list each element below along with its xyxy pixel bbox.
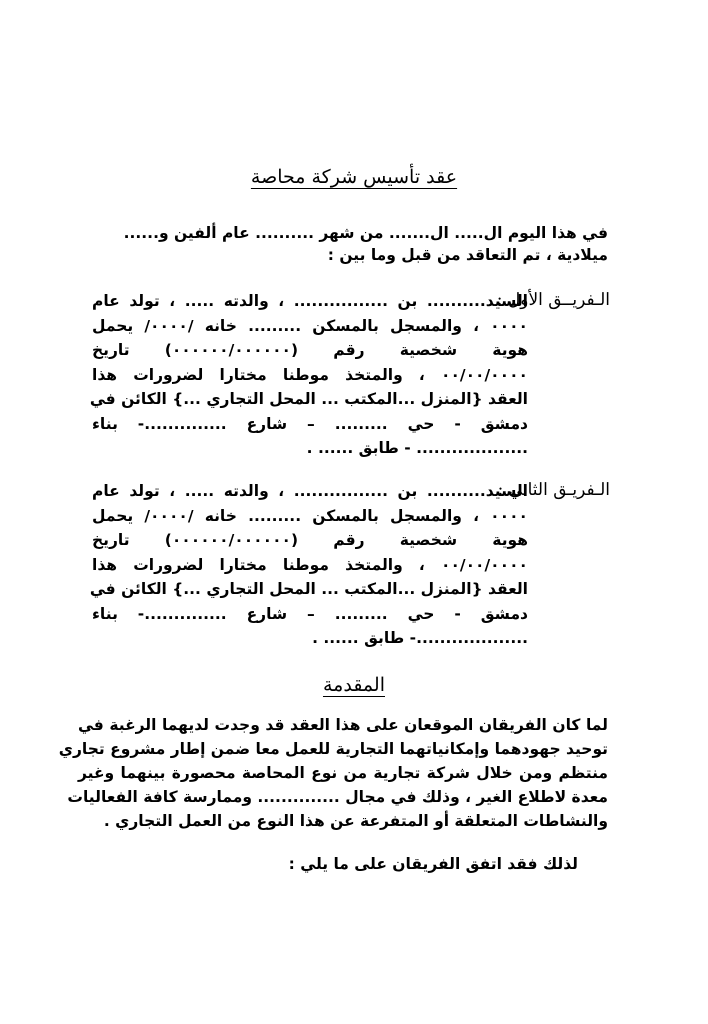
party-1-label: الـفريــق الأول : <box>496 290 610 310</box>
closing-line: لذلك فقد اتفق الفريقان على ما يلي : <box>288 855 578 873</box>
preamble-line: لما كان الفريقان الموقعان على هذا العقد قد وجدت لديهما الرغبة في <box>78 716 608 734</box>
document-title: عقد تأسيس شركة محاصة <box>250 166 458 188</box>
party-2-line: ٠٠/٠٠/٠٠٠٠ ، والمتخذ موطنا مختارا لضرورات هذا <box>92 555 528 574</box>
party-2-line: هوية شخصية رقم (٠٠٠٠٠٠/٠٠٠٠٠٠) تاريخ <box>92 531 528 549</box>
preamble-line: توحيد جهودهما وإمكانياتهما التجارية للعمل معا ضمن إطار مشروع تجاري <box>58 740 608 758</box>
party-2-label: الـفريـق الثاني : <box>497 480 610 500</box>
preamble-paragraph <box>58 714 608 834</box>
party-2-line: ...................- طابق ...... . <box>312 629 528 647</box>
party-1-line: هوية شخصية رقم (٠٠٠٠٠٠/٠٠٠٠٠٠) تاريخ <box>92 341 528 359</box>
party-2-line: السيد.......... بن ................ ، والدته ..... ، تولد عام <box>92 482 528 500</box>
preamble-heading: المقدمة <box>322 674 385 696</box>
party-1-line: ٠٠٠٠ ، والمسجل بالمسكن ......... خانه /٠٠٠٠/ يحمل <box>92 316 528 335</box>
party-1-line: ٠٠/٠٠/٠٠٠٠ ، والمتخذ موطنا مختارا لضرورات هذا <box>92 365 528 384</box>
party-2-line: دمشق - حي ......... – شارع ..............- بناء <box>92 604 528 623</box>
party-1-line: السيد.......... بن ................ ، والدته ..... ، تولد عام <box>92 292 528 310</box>
intro-line-2: ميلادية ، تم التعاقد من قبل وما بين : <box>327 246 608 264</box>
preamble-line: والنشاطات المتعلقة أو المتفرعة عن هذا النوع من العمل التجاري . <box>103 812 608 830</box>
party-1-line: ................... - طابق ...... . <box>306 439 528 457</box>
party-2-details <box>89 480 528 652</box>
party-2-line: العقد {المنزل ...المكتب ... المحل التجاري ...} الكائن في <box>89 580 528 598</box>
party-1-details <box>89 290 528 462</box>
party-2-line: ٠٠٠٠ ، والمسجل بالمسكن ......... خانه /٠٠٠٠/ يحمل <box>92 506 528 525</box>
intro-line-1: في هذا اليوم ال..... ال....... من شهر .......... عام ألفين و...... <box>123 224 608 242</box>
party-1-line: العقد {المنزل ...المكتب ... المحل التجاري ...} الكائن في <box>89 390 528 408</box>
preamble-line: منتظم ومن خلال شركة تجارية من نوع المحاصة محصورة بينهما وغير <box>78 764 608 782</box>
preamble-line: معدة لاطلاع الغير ، وذلك في مجال .............. وممارسة كافة الفعاليات <box>67 788 608 806</box>
party-1-line: دمشق - حي ......... – شارع ..............- بناء <box>92 414 528 433</box>
